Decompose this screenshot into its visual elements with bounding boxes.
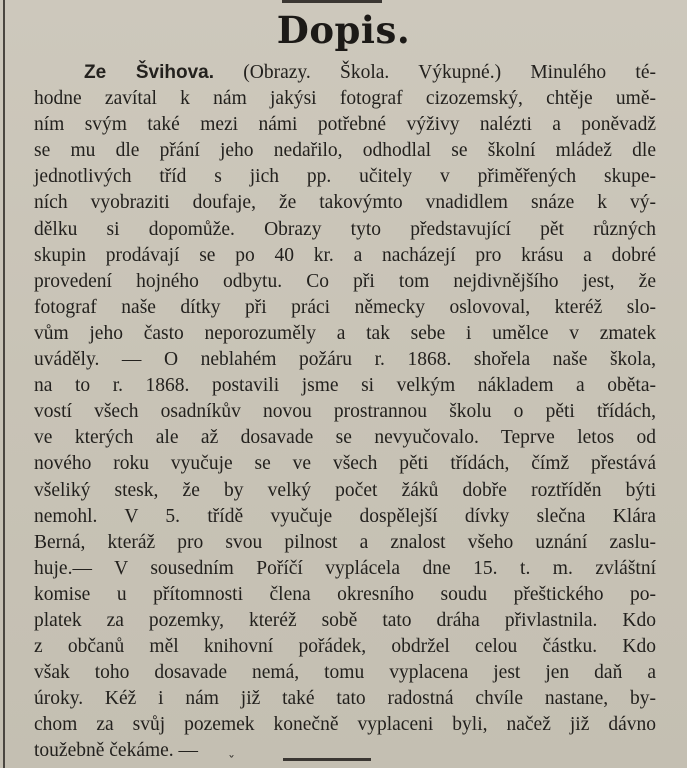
article-line: huje.— V sousedním Poříčí vyplácela dne 15. t. m. zvláštní bbox=[34, 557, 656, 579]
article-line: na to r. 1868. postavili jsme si velkým nákladem a oběta- bbox=[34, 375, 656, 397]
article-line: se mu dle přání jeho nedařilo, odhodlal se školní mládež dle bbox=[34, 140, 656, 162]
article-heading: Dopis. bbox=[276, 8, 411, 52]
article-line: dělku si dopomůže. Obrazy tyto představující pět různých bbox=[34, 218, 656, 240]
article-line: však toho dosavade nemá, tomu vyplacena jest jen daň a bbox=[34, 662, 656, 684]
article-line: nemohl. V 5. třídě vyučuje dospělejší dívky slečna Klára bbox=[34, 505, 656, 527]
bottom-separator bbox=[283, 758, 371, 761]
article-line: hodne zavítal k nám jakýsi fotograf cizozemský, chtěje umě- bbox=[34, 88, 656, 110]
article-line: provedení hojného odbytu. Co při tom nejdivnějšího jest, že bbox=[34, 270, 656, 292]
article-line: všeliký stesk, že by velký počet žáků dobře roztříděn býti bbox=[34, 479, 656, 501]
article-line: ve kterých ale až dosavade se nevyučovalo. Teprve letos od bbox=[34, 427, 656, 449]
bottom-mark: ˇ bbox=[228, 754, 235, 768]
article-line: Ze Švihova. (Obrazy. Škola. Výkupné.) Minulého té- bbox=[84, 62, 656, 83]
article-line: chom za svůj pozemek konečně vyplaceni byli, načež již dávno bbox=[34, 714, 656, 736]
article-line: úroky. Kéž i nám již také tato radostná chvíle nastane, by- bbox=[34, 688, 656, 710]
article-body bbox=[34, 60, 656, 765]
article-line: Berná, kteráž pro svou pilnost a znalost všeho uznání zaslu- bbox=[34, 531, 656, 553]
top-separator bbox=[282, 0, 382, 3]
article-line: fotograf naše dítky při práci německy oslovoval, kteréž slo- bbox=[34, 296, 656, 318]
article-line: z občanů měl knihovní pořádek, obdržel celou částku. Kdo bbox=[34, 636, 656, 658]
article-line: nového roku vyučuje se ve všech pěti třídách, čímž přestává bbox=[34, 453, 656, 475]
article-line: uváděly. — O neblahém požáru r. 1868. shořela naše škola, bbox=[34, 349, 656, 371]
column-rule bbox=[3, 0, 5, 768]
article-line: ních vyobraziti doufaje, že takovýmto vnadidlem snáze k vý- bbox=[34, 192, 656, 214]
place-name: Ze Švihova. bbox=[84, 62, 214, 83]
article-line: vům jeho často neporozuměly a tak sebe i umělce v zmatek bbox=[34, 322, 656, 344]
article-line: vostí všech osadníkův novou prostrannou školu o pěti třídách, bbox=[34, 401, 656, 423]
article-line: toužebně čekáme. — bbox=[34, 740, 199, 762]
article-line: platek za pozemky, kteréž sobě tato dráha přivlastnila. Kdo bbox=[34, 609, 656, 631]
article-line: skupin prodávají se po 40 kr. a nacházejí pro krásu a dobré bbox=[34, 244, 656, 266]
article-line: jednotlivých tříd s jich pp. učitely v přiměřených skupe- bbox=[34, 166, 656, 188]
article-line: ním svým také mezi námi potřebné výživy nalézti a poněvadž bbox=[34, 114, 656, 136]
article-line: komise u přítomnosti člena okresního soudu přeštického po- bbox=[34, 583, 656, 605]
